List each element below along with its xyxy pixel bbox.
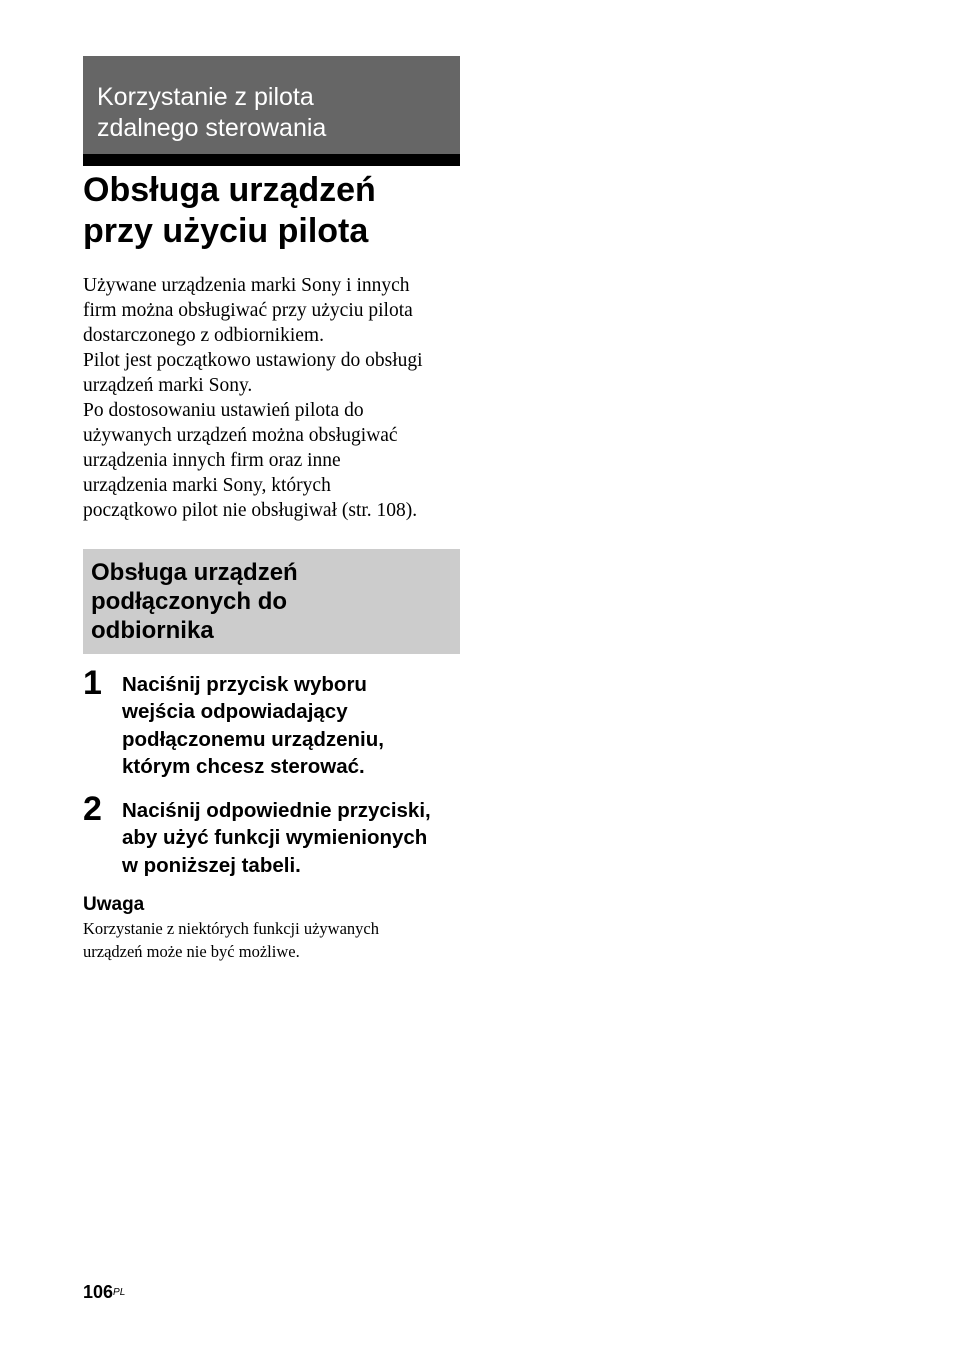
page-language: PL bbox=[113, 1287, 126, 1298]
subsection-title: Obsługa urządzeń podłączonych do odbiornika bbox=[91, 559, 298, 644]
note-heading: Uwaga bbox=[83, 894, 145, 915]
section-banner bbox=[83, 56, 460, 166]
section-title: Korzystanie z pilota zdalnego sterowania bbox=[97, 83, 327, 142]
intro-paragraph: Po dostosowaniu ustawień pilota do używanych urządzeń można obsługiwać urządzenia innych firm oraz inne urządzenia marki Sony, których początkowo pilot nie obsługiwał (str. 108). bbox=[83, 400, 418, 521]
intro-paragraph: Pilot jest początkowo ustawiony do obsługi urządzeń marki Sony. bbox=[83, 350, 423, 396]
page-number-value: 106 bbox=[83, 1282, 114, 1302]
note-text: Korzystanie z niektórych funkcji używanych urządzeń może nie być możliwe. bbox=[83, 919, 379, 961]
step-instruction: Naciśnij odpowiednie przyciski, aby użyć funkcji wymienionych w poniższej tabeli. bbox=[122, 799, 431, 877]
section-banner-bar bbox=[83, 154, 460, 166]
step-number: 1 bbox=[83, 664, 102, 702]
step-number: 2 bbox=[83, 790, 102, 828]
step-instruction: Naciśnij przycisk wyboru wejścia odpowiadający podłączonemu urządzeniu, którym chcesz sterować. bbox=[122, 673, 384, 778]
page-number bbox=[83, 1281, 125, 1303]
page-title: Obsługa urządzeń przy użyciu pilota bbox=[83, 171, 376, 250]
intro-text bbox=[83, 273, 473, 523]
intro-paragraph: Używane urządzenia marki Sony i innych firm można obsługiwać przy użyciu pilota dostarczonego z odbiornikiem. bbox=[83, 275, 413, 346]
subsection-header bbox=[83, 549, 460, 654]
